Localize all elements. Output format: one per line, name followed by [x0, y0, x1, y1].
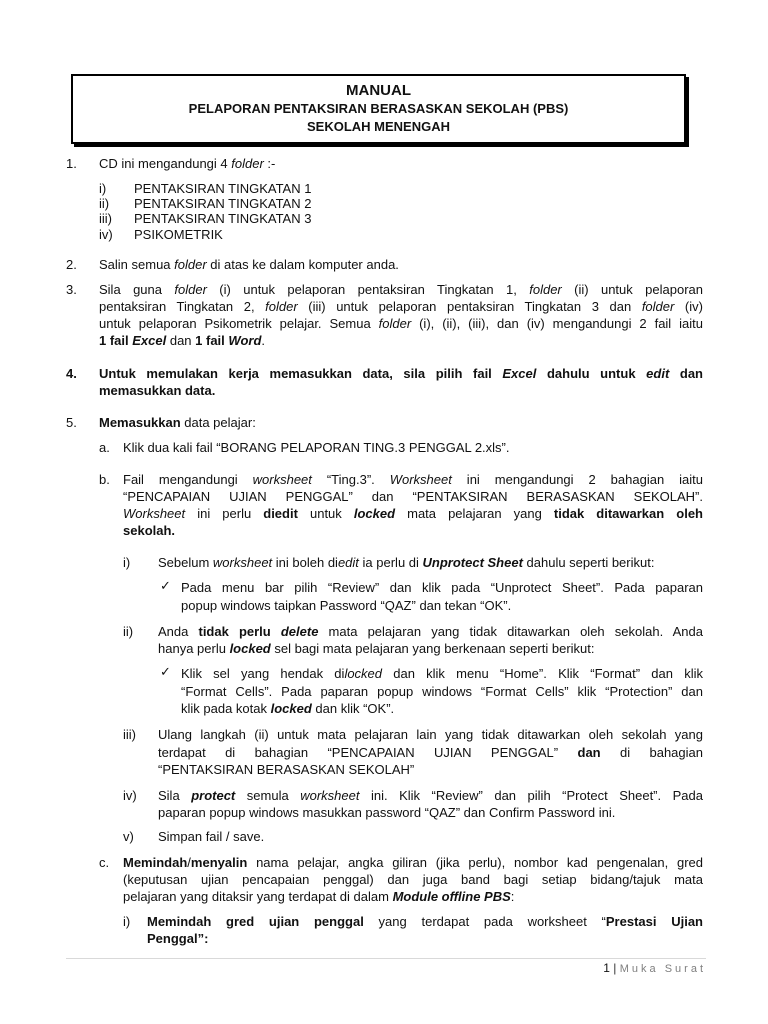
item-3-line-2: pentaksiran Tingkatan 2, folder (iii) untuk pelaporan pentaksiran Tingkatan 3 dan folder (iv) [99, 299, 703, 314]
substep-label: v) [123, 829, 134, 844]
step-label: a. [99, 440, 110, 455]
substep-iv-line-1: Sila protect semula worksheet ini. Klik “Review” dan pilih “Protect Sheet”. Pada [158, 788, 703, 803]
substep-label: iii) [123, 727, 136, 742]
substep-iii-line-1: Ulang langkah (ii) untuk mata pelajaran lain yang tidak ditawarkan oleh sekolah yang [158, 727, 703, 742]
step-label: b. [99, 472, 110, 487]
substep-label: i) [123, 555, 131, 570]
substep-label: ii) [123, 624, 134, 639]
item-1-text: CD ini mengandungi 4 folder :- [99, 156, 276, 171]
substep-i-tick-line-2: popup windows taipkan Password “QAZ” dan tekan “OK”. [181, 598, 512, 613]
item-number: 1. [66, 156, 77, 171]
page-number: 1 [603, 961, 610, 975]
step-b-line-4: sekolah. [123, 523, 176, 538]
step-c-line-3: pelajaran yang ditaksir yang terdapat di dalam Module offline PBS: [123, 889, 515, 904]
footer-divider [66, 958, 706, 959]
item-number: 3. [66, 282, 77, 297]
substep-c-i-line-2: Penggal”: [147, 931, 209, 946]
document-subtitle-1: PELAPORAN PENTAKSIRAN BERASASKAN SEKOLAH (PBS) [188, 101, 569, 116]
step-a-text: Klik dua kali fail “BORANG PELAPORAN TING.3 PENGGAL 2.xls”. [123, 440, 510, 455]
sublist-number: ii) [99, 196, 110, 211]
sublist-number: i) [99, 181, 107, 196]
substep-iii-line-2: terdapat di bahagian “PENCAPAIAN UJIAN PENGGAL” dan di bahagian [158, 745, 703, 760]
substep-ii-line-1: Anda tidak perlu delete mata pelajaran yang tidak ditawarkan oleh sekolah. Anda [158, 624, 703, 639]
sublist-item: PENTAKSIRAN TINGKATAN 3 [134, 211, 312, 226]
substep-label: i) [123, 914, 131, 929]
item-2-text: Salin semua folder di atas ke dalam komputer anda. [99, 257, 399, 272]
item-number: 5. [66, 415, 77, 430]
substep-ii-tick-line-2: “Format Cells”. Pada paparan popup windows “Format Cells” klik “Protection” dan [181, 684, 703, 699]
substep-c-i-line-1: Memindah gred ujian penggal yang terdapat pada worksheet “Prestasi Ujian [147, 914, 703, 929]
footer-separator: | [613, 961, 617, 975]
item-number: 4. [66, 366, 77, 381]
substep-iii-line-3: “PENTAKSIRAN BERASASKAN SEKOLAH” [158, 762, 415, 777]
step-c-line-2: (keputusan ujian pencapaian penggal) dan juga band bagi setiap bidang/tajuk mata [123, 872, 703, 887]
item-4-line-1: Untuk memulakan kerja memasukkan data, sila pilih fail Excel dahulu untuk edit dan [99, 366, 703, 381]
step-b-line-1: Fail mengandungi worksheet “Ting.3”. Worksheet ini mengandungi 2 bahagian iaitu [123, 472, 703, 487]
sublist-item: PENTAKSIRAN TINGKATAN 1 [134, 181, 312, 196]
item-3-line-4: 1 fail Excel dan 1 fail Word. [99, 333, 266, 348]
substep-label: iv) [123, 788, 137, 803]
page-label: Muka Surat [619, 963, 706, 975]
page-footer [603, 961, 706, 975]
substep-ii-tick-line-3: klik pada kotak locked dan klik “OK”. [181, 701, 395, 716]
sublist-number: iv) [99, 227, 113, 242]
substep-v-text: Simpan fail / save. [158, 829, 265, 844]
item-3-line-3: untuk pelaporan Psikometrik pelajar. Semua folder (i), (ii), (iii), dan (iv) mengandungi 2 fail iaitu [99, 316, 703, 331]
item-3-line-1: Sila guna folder (i) untuk pelaporan pentaksiran Tingkatan 1, folder (ii) untuk pelaporan [99, 282, 703, 297]
item-number: 2. [66, 257, 77, 272]
substep-iv-line-2: paparan popup windows masukkan password “QAZ” dan Confirm Password ini. [158, 805, 616, 820]
step-label: c. [99, 855, 110, 870]
step-b-line-2: “PENCAPAIAN UJIAN PENGGAL” dan “PENTAKSIRAN BERASASKAN SEKOLAH”. [123, 489, 703, 504]
checkmark-icon: ✓ [160, 664, 171, 679]
sublist-item: PENTAKSIRAN TINGKATAN 2 [134, 196, 312, 211]
item-4-line-2: memasukkan data. [99, 383, 216, 398]
substep-i-tick-line-1: Pada menu bar pilih “Review” dan klik pada “Unprotect Sheet”. Pada paparan [181, 580, 703, 595]
sublist-item: PSIKOMETRIK [134, 227, 223, 242]
step-c-line-1: Memindah/menyalin nama pelajar, angka giliran (jika perlu), nombor kad pengenalan, gred [123, 855, 703, 870]
title-box [71, 74, 686, 144]
step-b-line-3: Worksheet ini perlu diedit untuk locked mata pelajaran yang tidak ditawarkan oleh [123, 506, 703, 521]
substep-ii-tick-line-1: Klik sel yang hendak dilocked dan klik menu “Home”. Klik “Format” dan klik [181, 666, 703, 681]
substep-ii-line-2: hanya perlu locked sel bagi mata pelajaran yang berkenaan seperti berikut: [158, 641, 595, 656]
checkmark-icon: ✓ [160, 578, 171, 593]
document-subtitle-2: SEKOLAH MENENGAH [306, 119, 450, 134]
sublist-number: iii) [99, 211, 112, 226]
document-title: MANUAL [346, 82, 411, 99]
substep-i-text: Sebelum worksheet ini boleh diedit ia perlu di Unprotect Sheet dahulu seperti berikut: [158, 555, 655, 570]
item-5-heading: Memasukkan data pelajar: [99, 415, 256, 430]
